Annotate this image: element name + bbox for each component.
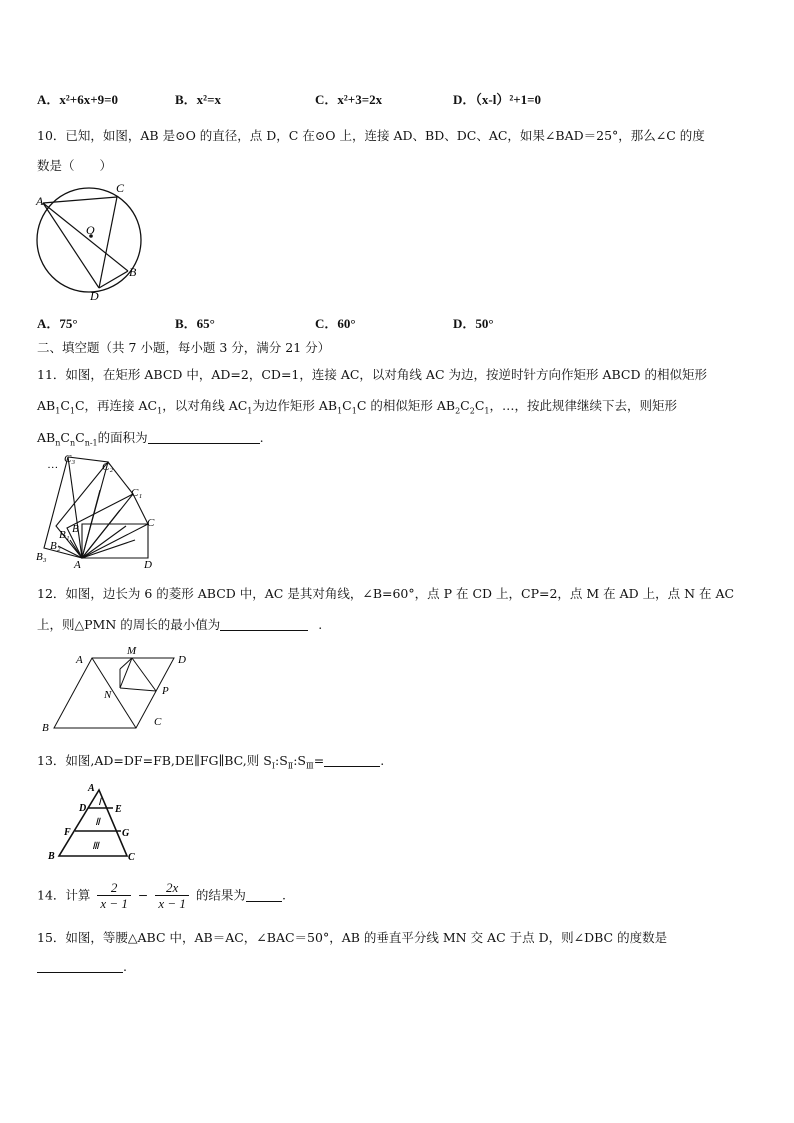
label-d: D <box>90 289 99 303</box>
label-c: C <box>128 852 135 863</box>
label-n: N <box>104 689 112 701</box>
label-b: B <box>72 523 79 535</box>
q12-rhombus-figure <box>36 643 196 738</box>
q11-line2: $AB_1C_1C$，再连接 $AC_1$，以对角线 $AC_1$为边作矩形 $AB_1C_1C$ 的相似矩形 $AB_2C_2C_1$，…，按此规律继续下去，则矩形 <box>37 398 678 416</box>
section2-title: 二、填空题（共 7 小题，每小题 3 分，满分 21 分） <box>37 340 331 355</box>
label-c: C <box>116 181 125 195</box>
label-a: A <box>76 654 83 666</box>
q11-line3: $AB_nC_nC_{n-1}$的面积为 . <box>37 430 264 448</box>
label-o: O <box>86 223 95 237</box>
q10-option-b: B．65° <box>175 316 215 331</box>
region-i: Ⅰ <box>98 797 101 808</box>
q14-answer-blank[interactable] <box>246 889 282 902</box>
label-c: C <box>147 517 155 529</box>
q10-line1: 10．已知，如图，AB 是⊙O 的直径，点 D，C 在⊙O 上，连接 AD、BD、DC、AC，如果∠BAD＝25°，那么∠C 的度 <box>37 128 705 143</box>
q10-option-c: C．60° <box>315 316 356 331</box>
label-a: A <box>74 559 81 570</box>
q10-option-a: A．75° <box>37 316 78 331</box>
q13-text: 13．如图,AD=DF=FB,DE∥FG∥BC,则 $S_Ⅰ:S_Ⅱ:S_Ⅲ=$ . <box>37 753 385 771</box>
q11-answer-blank[interactable] <box>148 431 260 444</box>
q11-line1: 11．如图，在矩形 ABCD 中，AD=2，CD=1，连接 AC，以对角线 AC 为边，按逆时针方向作矩形 ABCD 的相似矩形 <box>37 367 707 382</box>
label-b2: B₂ <box>50 540 61 552</box>
q11-rectangles-figure <box>30 450 170 570</box>
q14-line: 14．计算 $\frac{2}{x - 1}$ − $\frac{2x}{x - 1}$ 的结果为 . <box>37 880 286 911</box>
q9-option-c: C．x²+3=2x <box>315 92 383 107</box>
label-m: M <box>127 645 137 657</box>
label-b3: B₃ <box>36 551 47 563</box>
label-d: D <box>144 559 152 570</box>
label-e: E <box>115 804 122 815</box>
label-d: D <box>178 654 186 666</box>
q9-option-a: A．x²+6x+9=0 <box>37 92 119 107</box>
label-f: F <box>64 827 71 838</box>
q14-fraction-1: $\frac{2}{x - 1}$ <box>97 880 131 911</box>
label-c2: C₂ <box>102 461 114 473</box>
q15-line2: . <box>37 959 127 974</box>
label-b1: B₁ <box>59 529 70 541</box>
q12-line2: 上，则△PMN 的周长的最小值为 . <box>37 617 323 632</box>
label-b: B <box>129 265 137 279</box>
label-dots: … <box>48 459 58 471</box>
label-a: A <box>36 194 44 208</box>
label-d: D <box>79 803 87 814</box>
q15-line1: 15．如图，等腰△ABC 中，AB＝AC，∠BAC＝50°，AB 的垂直平分线 MN 交 AC 于点 D，则∠DBC 的度数是 <box>37 930 668 945</box>
label-g: G <box>122 828 130 839</box>
label-a: A <box>88 783 95 794</box>
q10-line2: 数是（ ） <box>37 158 113 173</box>
q15-answer-blank[interactable] <box>37 960 123 973</box>
q9-option-b: B．x²=x <box>175 92 221 107</box>
q10-circle-figure <box>30 178 150 306</box>
q12-line1: 12．如图，边长为 6 的菱形 ABCD 中，AC 是其对角线，∠B=60°，点 P 在 CD 上，CP=2，点 M 在 AD 上，点 N 在 AC <box>37 586 735 601</box>
label-p: P <box>162 685 169 697</box>
label-c3: C₃ <box>64 453 76 465</box>
label-c1: C₁ <box>131 487 143 499</box>
region-iii: Ⅲ <box>92 841 99 852</box>
q9-option-d: D．（x-l）²+1=0 <box>453 92 542 107</box>
label-b: B <box>48 851 55 862</box>
q14-fraction-2: $\frac{2x}{x - 1}$ <box>155 880 189 911</box>
q10-option-d: D．50° <box>453 316 494 331</box>
q12-answer-blank[interactable] <box>220 618 308 631</box>
q13-triangle-figure <box>44 778 154 868</box>
label-c: C <box>154 716 162 728</box>
region-ii: Ⅱ <box>95 817 100 828</box>
label-b: B <box>42 722 49 734</box>
q13-answer-blank[interactable] <box>324 754 380 767</box>
